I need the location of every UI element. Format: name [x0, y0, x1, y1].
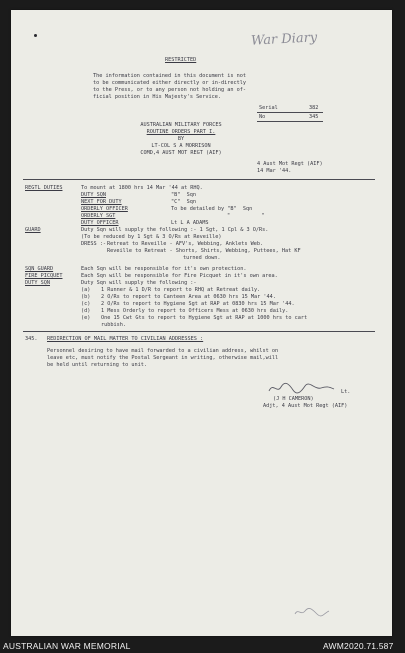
guard-line: (To be reduced by 1 Sgt & 3 O/Rs at Reveille) — [81, 234, 222, 240]
list-item: (a) — [81, 287, 91, 293]
section-title: REDIRECTION OF MAIL MATTER TO CIVILIAN ADDRESSES : — [47, 336, 204, 342]
no-rule — [257, 121, 323, 122]
classification-heading: RESTRICTED — [165, 57, 197, 63]
sqn-guard-label: SQN GUARD — [25, 266, 54, 272]
signature-scrawl — [267, 380, 337, 396]
duty-sqn-text: Duty Sqn will supply the following :- — [81, 280, 197, 286]
guard-label: GUARD — [25, 227, 41, 233]
initials-scrawl — [293, 606, 331, 618]
no-value: 345 — [309, 114, 319, 120]
footer-left: AUSTRALIAN WAR MEMORIAL — [3, 641, 131, 651]
duty-sqn-label: DUTY SQN — [25, 280, 50, 286]
list-item: (e) — [81, 315, 91, 321]
fire-picquet-text: Each Sqn will be responsible for Fire Picquet in it's own area. — [81, 273, 278, 279]
list-item: (d) — [81, 308, 91, 314]
unit-line: 4 Aust Mot Regt (AIF) — [257, 161, 323, 167]
signer-role: Adjt, 4 Aust Mot Regt (AIF) — [263, 403, 348, 409]
section-divider-top — [23, 179, 375, 180]
signature-lt: Lt. — [341, 389, 351, 395]
list-item: 2 O/Rs to report to Hygiene Sgt at RAP at 0830 hrs 15 Mar '44. — [101, 301, 295, 307]
serial-label: Serial — [259, 105, 278, 111]
dress-line: Retreat to Reveille - AFV's, Webbing, Anklets Web. — [107, 241, 264, 247]
list-item: rubbish. — [101, 322, 126, 328]
dress-label: DRESS :- — [81, 241, 106, 247]
punch-mark — [34, 34, 37, 37]
mount-line: To mount at 1800 hrs 14 Mar '44 at RHQ. — [81, 185, 203, 191]
document-page: War Diary RESTRICTED The information contained in this document is not to be communicated either directly or in-directly to the Press, or to any person not holding an of- ficial position in His Majesty's Service. Serial 382 No 345 AUSTRALIAN MILITARY FORCES ROUTINE ORDERS PART I. BY LT-COL S A MORRISON COMD,4 AUST MOT REGT (AIF) 4 Aust Mot Regt (AIF) 14 Mar '44. REGTL DUTIES To mount at 1800 hrs 14 Mar '44 at RHQ. DUTY SQN "B" Sqn NEXT FOR DUTY "C" Sqn ORDERLY OFFICER To be detailed by "B" Sqn ORDERLY SGT " " DUTY OFFICER Lt L A ADAMS GUARD Duty Sqn will supply the following :- 1 Sgt, 1 Cpl & 3 O/Rs. (To be reduced by 1 Sgt & 3 O/Rs at Reveille) DRESS :- Retreat to Reveille - AFV's, Webbing, Anklets Web. Reveille to Retreat - Shorts, Shirts, Webbing, Puttees, Hat KF turned down. SQN GUARD Each Sqn will be responsible for it's own protection. FIRE PICQUET Each Sqn will be responsible for Fire Picquet in it's own area. DUTY SQN Duty Sqn will supply the following :- (a) 1 Runner & 1 D/R to report to RHQ at Retreat daily. (b) 2 O/Rs to report to Canteen Area at 0630 hrs 15 Mar '44. (c) 2 O/Rs to report to Hygiene Sgt at RAP at 0830 hrs 15 Mar '44. (d) 1 Mess Orderly to report to Officers Mess at 0630 hrs daily. (e) One 15 Cwt Gts to report to Hygiene Sgt at RAP at 1000 hrs to cart rubbish. 345. REDIRECTION OF MAIL MATTER TO CIVILIAN ADDRESSES : Personnel desiring to have mail forwarded to a civilian address, whilst on leave etc, must notify the Postal Sergeant in writing, otherwise mail,will be held until returning to unit. Lt. (J H CAMERON) Adjt, 4 Aust Mot Regt (AIF) — [11, 10, 392, 636]
regtl-duties-label: REGTL DUTIES — [25, 185, 63, 191]
list-item: 2 O/Rs to report to Canteen Area at 0630 hrs 15 Mar '44. — [101, 294, 276, 300]
dress-line: Reveille to Retreat - Shorts, Shirts, Webbing, Puttees, Hat KF — [107, 248, 301, 254]
sqn-guard-text: Each Sqn will be responsible for it's own protection. — [81, 266, 247, 272]
serial-value: 382 — [309, 105, 319, 111]
handwritten-note: War Diary — [250, 30, 318, 49]
list-item: (c) — [81, 301, 91, 307]
date-line: 14 Mar '44. — [257, 168, 292, 174]
list-item: (b) — [81, 294, 91, 300]
list-item: 1 Runner & 1 D/R to report to RHQ at Retreat daily. — [101, 287, 261, 293]
serial-rule — [257, 112, 323, 113]
no-label: No — [259, 114, 266, 120]
list-item: One 15 Cwt Gts to report to Hygiene Sgt at RAP at 1000 hrs to cart — [101, 315, 308, 321]
section-divider-bottom — [23, 331, 375, 332]
guard-line: Duty Sqn will supply the following :- 1 Sgt, 1 Cpl & 3 O/Rs. — [81, 227, 269, 233]
section-number: 345. — [25, 336, 38, 342]
dress-line: turned down. — [183, 255, 221, 261]
signer-name: (J H CAMERON) — [273, 396, 314, 402]
list-item: 1 Mess Orderly to report to Officers Mess at 0630 hrs daily. — [101, 308, 289, 314]
fire-picquet-label: FIRE PICQUET — [25, 273, 63, 279]
footer-right: AWM2020.71.587 — [323, 641, 394, 651]
